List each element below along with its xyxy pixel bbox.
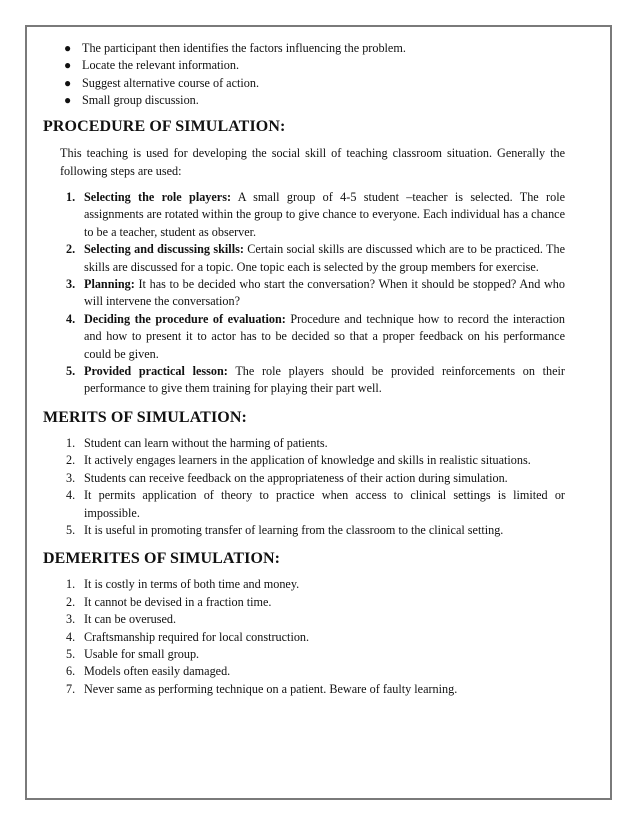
list-item: 3. Students can receive feedback on the appropriateness of their action during simulation. bbox=[66, 470, 508, 485]
list-item: ● The participant then identifies the factors influencing the problem. bbox=[64, 40, 565, 57]
list-item: 2. Selecting and discussing skills: Certain social skills are discussed which are to be practiced. The skills are discussed for a topic. One topic each is selected by the group members for exercise. bbox=[66, 242, 565, 274]
list-item: 5. Provided practical lesson: The role players should be provided reinforcements on their performance to give them training for playing their part well. bbox=[66, 364, 565, 396]
list-item: ● Locate the relevant information. bbox=[64, 57, 565, 74]
step-term: Selecting and discussing skills: bbox=[84, 242, 244, 257]
intro-bullet-list bbox=[43, 40, 565, 109]
list-item: 2. It cannot be devised in a fraction time. bbox=[66, 594, 272, 609]
list-item: 5. Usable for small group. bbox=[66, 646, 200, 661]
demerits-heading: DEMERITES OF SIMULATION: bbox=[43, 550, 281, 568]
step-term: Planning: bbox=[84, 277, 135, 292]
list-item: 3. It can be overused. bbox=[66, 612, 177, 627]
list-item: 4. Craftsmanship required for local construction. bbox=[66, 629, 310, 644]
step-term: Deciding the procedure of evaluation: bbox=[84, 311, 286, 326]
procedure-steps-list bbox=[43, 189, 565, 398]
list-item: 4. It permits application of theory to practice when access to clinical settings is limited or impossible. bbox=[66, 488, 565, 520]
demerits-list bbox=[43, 576, 565, 698]
merits-heading: MERITS OF SIMULATION: bbox=[43, 408, 247, 426]
list-item: ● Small group discussion. bbox=[64, 92, 565, 109]
list-item: 1. Selecting the role players: A small group of 4-5 student –teacher is selected. The role assignments are rotated within the group to give chance to everyone. Each individual has a chance to be a teacher, student as observer. bbox=[66, 190, 566, 239]
bullet-icon: ● bbox=[64, 41, 72, 55]
list-item: 4. Deciding the procedure of evaluation: Procedure and technique how to record the interaction and how to present it to actor has to be decided so that a proper feedback on his performance could be given. bbox=[66, 311, 565, 361]
procedure-intro: This teaching is used for developing the social skill of teaching classroom situation. Generally the following steps are used: bbox=[60, 146, 565, 178]
list-item: 5. It is useful in promoting transfer of learning from the classroom to the clinical setting. bbox=[66, 522, 504, 537]
step-term: Provided practical lesson: bbox=[84, 364, 228, 379]
merits-list bbox=[43, 435, 565, 539]
list-item: 6. Models often easily damaged. bbox=[66, 664, 231, 679]
list-item: 1. Student can learn without the harming of patients. bbox=[66, 435, 328, 450]
bullet-icon: ● bbox=[64, 58, 72, 73]
bullet-icon: ● bbox=[64, 75, 72, 90]
list-item: 7. Never same as performing technique on a patient. Beware of faulty learning. bbox=[66, 681, 458, 696]
list-item: ● Suggest alternative course of action. bbox=[64, 75, 565, 92]
step-term: Selecting the role players: bbox=[84, 190, 232, 204]
page-content bbox=[43, 40, 565, 698]
bullet-icon: ● bbox=[64, 92, 72, 107]
list-item: 3. Planning: It has to be decided who start the conversation? When it should be stopped? And who will intervene the conversation? bbox=[66, 277, 565, 309]
procedure-heading: PROCEDURE OF SIMULATION: bbox=[43, 118, 286, 136]
list-item: 2. It actively engages learners in the application of knowledge and skills in realistic situations. bbox=[66, 453, 531, 468]
list-item: 1. It is costly in terms of both time and money. bbox=[66, 577, 300, 592]
